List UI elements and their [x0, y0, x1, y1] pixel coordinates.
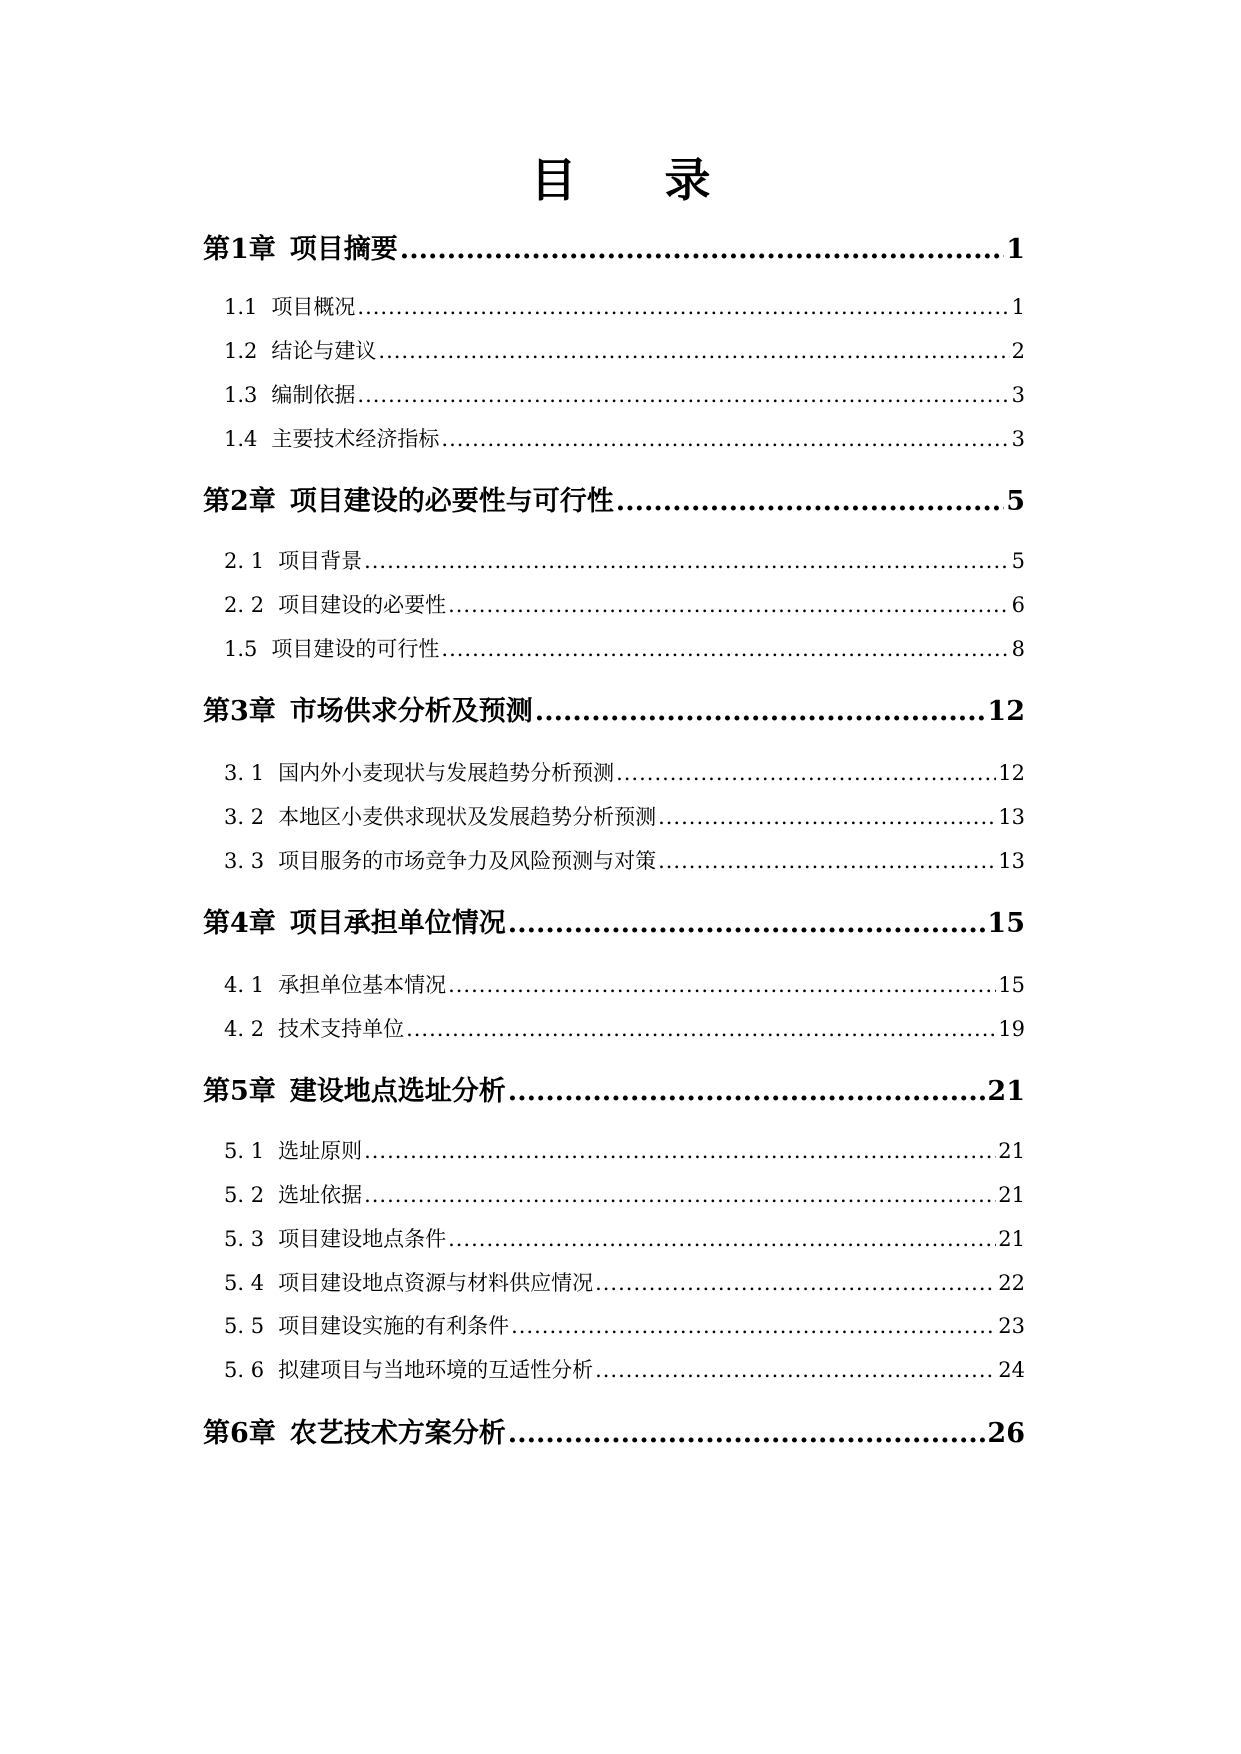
- toc-entry-label: [203, 906, 506, 942]
- toc-entry-title: 本地区小麦供求现状及发展趋势分析预测: [278, 805, 657, 829]
- toc-entry-label: [224, 336, 376, 366]
- toc-page-number: 1: [1006, 234, 1025, 265]
- toc-dot-leader: [658, 846, 996, 876]
- toc-entry-title: 项目建设实施的有利条件: [278, 1314, 510, 1338]
- toc-chapter-entry[interactable]: [203, 1416, 1025, 1452]
- toc-section-entry[interactable]: [224, 758, 1025, 788]
- toc-dot-leader: [508, 1074, 986, 1110]
- toc-dot-leader: [508, 906, 986, 942]
- toc-entry-label: [224, 424, 439, 454]
- toc-entry-label: [224, 546, 362, 576]
- toc-page-number: 2: [1011, 339, 1025, 363]
- toc-entry-label: [224, 802, 656, 832]
- toc-entry-number: 第1章: [203, 234, 276, 265]
- toc-entry-number: 5. 6: [224, 1358, 265, 1382]
- toc-entry-number: 5. 4: [224, 1271, 265, 1295]
- toc-chapter-entry[interactable]: [203, 1074, 1025, 1110]
- toc-entry-title: 选址依据: [278, 1183, 363, 1207]
- toc-page-number: 12: [998, 761, 1025, 785]
- toc-entry-title: 承担单位基本情况: [278, 973, 447, 997]
- toc-entry-label: [224, 1014, 404, 1044]
- toc-entry-number: 5. 2: [224, 1183, 265, 1207]
- toc-entry-number: 5. 1: [224, 1139, 265, 1163]
- toc-page-number: 1: [1011, 295, 1025, 319]
- toc-page-number: 12: [987, 696, 1025, 727]
- toc-entry-number: 第5章: [203, 1076, 276, 1107]
- toc-dot-leader: [364, 1136, 996, 1166]
- toc-entry-title: 农艺技术方案分析: [289, 1418, 506, 1449]
- toc-dot-leader: [595, 1355, 996, 1385]
- toc-entry-number: 1.3: [224, 383, 258, 407]
- toc-page-number: 22: [998, 1271, 1025, 1295]
- toc-page-number: 23: [998, 1314, 1025, 1338]
- toc-section-entry[interactable]: [224, 336, 1025, 366]
- toc-dot-leader: [400, 232, 1004, 268]
- toc-entry-title: 项目摘要: [289, 234, 398, 265]
- toc-page-number: 5: [1011, 549, 1025, 573]
- toc-page-number: 24: [998, 1358, 1025, 1382]
- toc-chapter-entry[interactable]: [203, 906, 1025, 942]
- toc-entry-label: [224, 634, 439, 664]
- toc-entry-label: [224, 1224, 446, 1254]
- toc-entry-title: 项目建设的必要性: [278, 593, 447, 617]
- toc-entry-number: 1.5: [224, 637, 258, 661]
- toc-page-number: 15: [987, 908, 1025, 939]
- toc-entry-title: 项目概况: [271, 295, 356, 319]
- toc-section-entry[interactable]: [224, 1180, 1025, 1210]
- toc-entry-title: 市场供求分析及预测: [289, 696, 533, 727]
- toc-entry-label: [224, 380, 355, 410]
- toc-page-number: 15: [998, 973, 1025, 997]
- toc-entry-label: [224, 758, 614, 788]
- toc-entry-number: 第3章: [203, 696, 276, 727]
- toc-page-number: 21: [998, 1139, 1025, 1163]
- toc-entry-label: [224, 1355, 593, 1385]
- toc-dot-leader: [508, 1416, 986, 1452]
- toc-chapter-entry[interactable]: [203, 484, 1025, 520]
- toc-entry-label: [224, 1268, 593, 1298]
- toc-entry-label: [203, 1416, 506, 1452]
- toc-entry-label: [224, 1180, 362, 1210]
- toc-page-number: 13: [998, 805, 1025, 829]
- toc-entry-label: [224, 970, 446, 1000]
- toc-entry-number: 第4章: [203, 908, 276, 939]
- toc-title: 目 录: [530, 153, 747, 207]
- toc-section-entry[interactable]: [224, 1224, 1025, 1254]
- toc-entry-number: 4. 2: [224, 1017, 265, 1041]
- toc-entry-number: 1.4: [224, 427, 258, 451]
- toc-dot-leader: [448, 970, 996, 1000]
- toc-entry-number: 5. 3: [224, 1227, 265, 1251]
- toc-section-entry[interactable]: [224, 846, 1025, 876]
- toc-section-entry[interactable]: [224, 424, 1025, 454]
- toc-dot-leader: [535, 694, 986, 730]
- toc-dot-leader: [511, 1311, 996, 1341]
- toc-section-entry[interactable]: [224, 802, 1025, 832]
- toc-page-number: 26: [987, 1418, 1025, 1449]
- toc-chapter-entry[interactable]: [203, 694, 1025, 730]
- toc-section-entry[interactable]: [224, 1136, 1025, 1166]
- toc-section-entry[interactable]: [224, 590, 1025, 620]
- toc-entry-title: 项目背景: [278, 549, 363, 573]
- toc-section-entry[interactable]: [224, 1355, 1025, 1385]
- toc-dot-leader: [448, 1224, 996, 1254]
- toc-entry-title: 结论与建议: [271, 339, 377, 363]
- toc-dot-leader: [448, 590, 1010, 620]
- toc-page-number: 21: [998, 1227, 1025, 1251]
- toc-dot-leader: [441, 424, 1009, 454]
- toc-dot-leader: [441, 634, 1009, 664]
- toc-entry-title: 选址原则: [278, 1139, 363, 1163]
- toc-dot-leader: [364, 1180, 996, 1210]
- toc-dot-leader: [378, 336, 1009, 366]
- toc-entry-label: [224, 846, 656, 876]
- toc-entry-title: 技术支持单位: [278, 1017, 405, 1041]
- toc-entry-title: 建设地点选址分析: [289, 1076, 506, 1107]
- toc-section-entry[interactable]: [224, 292, 1025, 322]
- toc-entry-label: [203, 232, 398, 268]
- toc-entry-label: [224, 1311, 509, 1341]
- toc-entry-number: 4. 1: [224, 973, 265, 997]
- toc-section-entry[interactable]: [224, 1311, 1025, 1341]
- toc-chapter-entry[interactable]: [203, 232, 1025, 268]
- toc-entry-title: 项目建设的必要性与可行性: [289, 486, 614, 517]
- toc-section-entry[interactable]: [224, 1014, 1025, 1044]
- toc-entry-title: 编制依据: [271, 383, 356, 407]
- toc-entry-number: 第6章: [203, 1418, 276, 1449]
- toc-dot-leader: [595, 1268, 996, 1298]
- toc-section-entry[interactable]: [224, 634, 1025, 664]
- toc-section-entry[interactable]: [224, 1268, 1025, 1298]
- toc-entry-label: [203, 1074, 506, 1110]
- toc-dot-leader: [364, 546, 1010, 576]
- toc-dot-leader: [406, 1014, 996, 1044]
- toc-entry-title: 拟建项目与当地环境的互适性分析: [278, 1358, 594, 1382]
- toc-page-number: 5: [1006, 486, 1025, 517]
- toc-entry-label: [203, 694, 533, 730]
- toc-page-number: 19: [998, 1017, 1025, 1041]
- toc-dot-leader: [616, 758, 996, 788]
- toc-section-entry[interactable]: [224, 970, 1025, 1000]
- toc-entry-number: 3. 2: [224, 805, 265, 829]
- toc-dot-leader: [357, 292, 1009, 322]
- toc-page-number: 13: [998, 849, 1025, 873]
- toc-page-number: 3: [1011, 383, 1025, 407]
- toc-entry-number: 1.1: [224, 295, 258, 319]
- toc-dot-leader: [616, 484, 1004, 520]
- toc-entry-title: 项目建设地点条件: [278, 1227, 447, 1251]
- toc-entry-number: 2. 2: [224, 593, 265, 617]
- toc-entry-label: [224, 292, 355, 322]
- toc-page-number: 21: [987, 1076, 1025, 1107]
- toc-entry-title: 项目承担单位情况: [289, 908, 506, 939]
- toc-entry-title: 项目服务的市场竞争力及风险预测与对策: [278, 849, 657, 873]
- toc-entry-title: 主要技术经济指标: [271, 427, 440, 451]
- toc-entry-title: 项目建设地点资源与材料供应情况: [278, 1271, 594, 1295]
- toc-entry-title: 国内外小麦现状与发展趋势分析预测: [278, 761, 615, 785]
- toc-section-entry[interactable]: [224, 546, 1025, 576]
- toc-entry-number: 5. 5: [224, 1314, 265, 1338]
- toc-entry-title: 项目建设的可行性: [271, 637, 440, 661]
- toc-section-entry[interactable]: [224, 380, 1025, 410]
- toc-page-number: 8: [1011, 637, 1025, 661]
- toc-entry-number: 第2章: [203, 486, 276, 517]
- toc-entry-number: 3. 3: [224, 849, 265, 873]
- toc-page-number: 21: [998, 1183, 1025, 1207]
- toc-entry-number: 1.2: [224, 339, 258, 363]
- toc-dot-leader: [658, 802, 996, 832]
- toc-entry-number: 3. 1: [224, 761, 265, 785]
- toc-page-number: 3: [1011, 427, 1025, 451]
- toc-entry-label: [224, 590, 446, 620]
- toc-entry-label: [224, 1136, 362, 1166]
- toc-entry-label: [203, 484, 614, 520]
- toc-page-number: 6: [1011, 593, 1025, 617]
- toc-entry-number: 2. 1: [224, 549, 265, 573]
- toc-dot-leader: [357, 380, 1009, 410]
